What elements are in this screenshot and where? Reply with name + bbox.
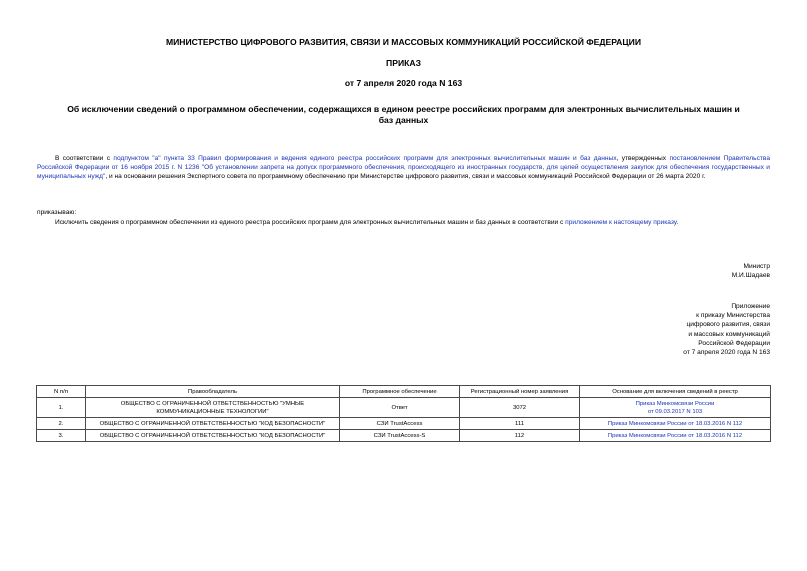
signature-block [732,262,770,280]
signature-name: М.И.Шадаев [731,272,770,280]
order-paragraph [37,219,770,228]
appendix-line: Приложение [731,303,770,310]
column-header-holder: Правообладатель [86,386,340,398]
basis-link-line2: от 09.03.2017 N 103 [647,408,703,415]
cell-holder: ОБЩЕСТВО С ОГРАНИЧЕННОЙ ОТВЕТСТВЕННОСТЬЮ "КОД БЕЗОПАСНОСТИ" [86,430,340,442]
table-row [37,430,771,442]
column-header-basis: Основание для включения сведений в реестр [580,386,771,398]
appendix-line: цифрового развития, связи [686,321,770,329]
cell-software: Ответ [340,398,460,418]
appendix-line: к приказу Министерства [696,312,770,320]
cell-basis [580,398,771,418]
table-row [37,418,771,430]
appendix-line: и массовых коммуникаций [688,330,770,338]
preamble-tail: , и на основании решения Экспертного совета по программному обеспечению при Министерстве цифрового развития, связи и массовых коммуникаций Российской Федерации от 26 марта 2020 г. [105,172,706,180]
column-header-number: N п/п [37,386,86,398]
cell-number: 2. [37,418,86,430]
cell-number: 3. [37,430,86,442]
cell-basis [580,418,771,430]
table-header-row [37,386,771,398]
preamble-mid: , утвержденных [616,155,670,162]
cell-basis [580,430,771,442]
order-word: приказываю: [37,209,77,216]
column-header-reg-number: Регистрационный номер заявления [460,386,580,398]
software-registry-table [36,385,771,442]
cell-software: СЗИ TrustAccess-S [340,430,460,442]
cell-software: СЗИ TrustAccess [340,418,460,430]
document-date-number: от 7 апреля 2020 года N 163 [344,78,463,88]
preamble-lead: В соответствии с [55,155,114,162]
government-decree-link[interactable]: постановлением Правительства Российской Федерации от 16 ноября 2015 г. N 1236 "Об установлении запрета на допуск программного обеспечения, происходящего из иностранных государств, для целей осуществления закупок для обеспечения государственных и муниципальных нужд" [37,155,770,180]
cell-reg-number: 112 [460,430,580,442]
appendix-heading-block [683,302,770,357]
cell-reg-number: 111 [460,418,580,430]
rules-link[interactable]: подпунктом "а" пункта 33 Правил формирования и ведения единого реестра российских программ для электронных вычислительных машин и баз данных [113,155,617,162]
cell-reg-number: 3072 [460,398,580,418]
table-row [37,398,771,418]
document-type: ПРИКАЗ [386,58,421,68]
appendix-line: от 7 апреля 2020 года N 163 [683,349,770,357]
ministry-heading: МИНИСТЕРСТВО ЦИФРОВОГО РАЗВИТИЯ, СВЯЗИ И МАССОВЫХ КОММУНИКАЦИЙ РОССИЙСКОЙ ФЕДЕРАЦИИ [165,37,642,47]
cell-number: 1. [37,398,86,418]
preamble-paragraph [37,155,770,181]
cell-holder: ОБЩЕСТВО С ОГРАНИЧЕННОЙ ОТВЕТСТВЕННОСТЬЮ "КОД БЕЗОПАСНОСТИ" [86,418,340,430]
column-header-software: Программное обеспечение [340,386,460,398]
appendix-line: Российской Федерации [698,339,770,347]
cell-holder: ОБЩЕСТВО С ОГРАНИЧЕННОЙ ОТВЕТСТВЕННОСТЬЮ "УМНЫЕ КОММУНИКАЦИОННЫЕ ТЕХНОЛОГИИ" [86,398,340,418]
signature-position: Министр [743,263,770,270]
basis-link-line1: Приказ Минкомсвязи России [635,400,715,407]
basis-link[interactable] [636,401,715,415]
basis-link[interactable]: Приказ Минкомсвязи России от 18.03.2016 N 112 [607,420,743,427]
order-lead: Исключить сведения о программном обеспечении из единого реестра российских программ для электронных вычислительных машин и баз данных в соответствии с [55,219,566,226]
appendix-link[interactable]: приложением к настоящему приказу [565,219,677,226]
basis-link[interactable]: Приказ Минкомсвязи России от 18.03.2016 N 112 [607,432,743,439]
order-tail: . [676,219,679,226]
document-title: Об исключении сведений о программном обеспечении, содержащихся в едином реестре российских программ для электронных вычислительных машин и баз данных [67,104,740,125]
